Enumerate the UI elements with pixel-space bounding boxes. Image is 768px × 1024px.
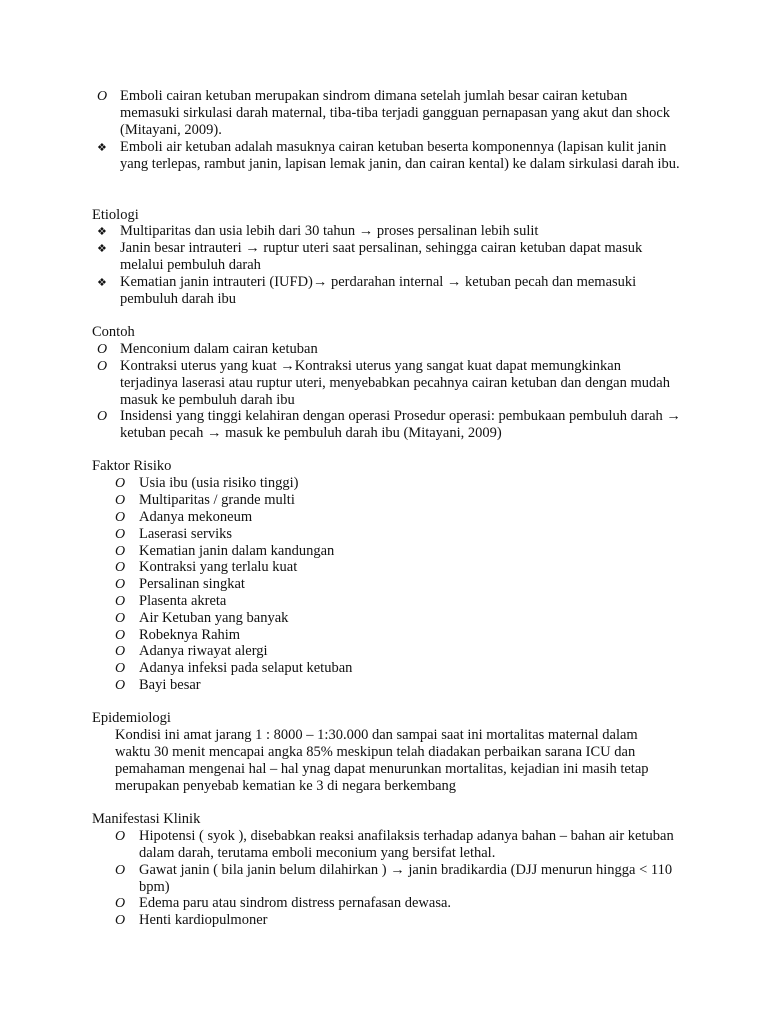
list-item-text: Insidensi yang tinggi kelahiran dengan operasi Prosedur operasi: pembukaan pembuluh darah → ketuban pecah → masuk ke pembuluh darah ibu (Mitayani, 2009) [120,408,681,441]
bullet-o-icon: O [97,359,108,374]
bullet-o-icon: O [115,896,126,911]
list-item-text: Usia ibu (usia risiko tinggi) [139,475,299,491]
list-item [115,660,675,677]
list-item-text: Gawat janin ( bila janin belum dilahirkan ) → janin bradikardia (DJJ menurun hingga < 110 bpm) [139,862,673,895]
list-item [115,677,675,694]
list-item [115,862,675,896]
bullet-o-icon: O [115,510,126,525]
bullet-o-icon: O [115,527,126,542]
list-item-text: Emboli air ketuban adalah masuknya cairan ketuban beserta komponennya (lapisan kulit janin yang terlepas, rambut janin, lapisan lemak janin, dan cairan kental) ke dalam sirkulasi darah ibu. [120,139,680,172]
list-item [97,358,682,409]
list-item [115,643,675,660]
list-item-text: Kematian janin dalam kandungan [139,543,335,559]
bullet-o-icon: O [115,829,126,844]
list-item [97,274,682,308]
list-item-text: Henti kardiopulmoner [139,912,268,928]
list-item-text: Adanya mekoneum [139,509,253,525]
list-item-text: Multiparitas / grande multi [139,492,295,508]
list-item-text: Kontraksi uterus yang kuat →Kontraksi uterus yang sangat kuat dapat memungkinkan terjadinya laserasi atau ruptur uteri, menyebabkan pecahnya cairan ketuban dan dengan mudah masuk ke pembuluh darah ibu [120,358,670,408]
list-item [115,627,675,644]
list-item [115,912,675,929]
list-item-text: Edema paru atau sindrom distress pernafasan dewasa. [139,895,452,911]
bullet-o-icon: O [97,89,108,104]
section-heading-epidemiologi: Epidemiologi [92,710,171,726]
bullet-o-icon: O [115,628,126,643]
list-item [115,576,675,593]
list-item [115,828,675,862]
list-item-text: Air Ketuban yang banyak [139,610,289,626]
list-item-text: Plasenta akreta [139,593,227,609]
bullet-o-icon: O [97,342,108,357]
bullet-o-icon: O [115,544,126,559]
bullet-o-icon: O [115,863,126,878]
list-item-text: Kematian janin intrauteri (IUFD)→ perdarahan internal → ketuban pecah dan memasuki pembuluh darah ibu [120,274,637,307]
bullet-o-icon: O [115,560,126,575]
list-item [115,610,675,627]
list-item-text: Menconium dalam cairan ketuban [120,341,318,357]
section-heading-faktor-risiko: Faktor Risiko [92,458,172,474]
list-item [115,543,675,560]
section-heading-manifestasi-klinik: Manifestasi Klinik [92,811,201,827]
bullet-o-icon: O [115,594,126,609]
list-item [115,559,675,576]
list-item-text: Adanya infeksi pada selaput ketuban [139,660,353,676]
list-item-text: Laserasi serviks [139,526,233,542]
list-item-text: Persalinan singkat [139,576,245,592]
bullet-o-icon: O [115,678,126,693]
bullet-o-icon: O [115,476,126,491]
list-item [115,475,675,492]
epidemiologi-paragraph: Kondisi ini amat jarang 1 : 8000 – 1:30.000 dan sampai saat ini mortalitas maternal dalam waktu 30 menit mencapai angka 85% meskipun telah diadakan perbaikan sarana ICU dan pemahaman mengenai hal – hal ynag dapat menurunkan mortalitas, kejadian ini masih tetap merupakan penyebab kematian ke 3 di negara berkembang [115,727,649,794]
list-item-text: Kontraksi yang terlalu kuat [139,559,298,575]
list-item [115,509,675,526]
list-item [115,492,675,509]
bullet-o-icon: O [115,493,126,508]
bullet-diamond-icon: ❖ [97,226,107,238]
list-item [97,88,682,139]
bullet-o-icon: O [115,661,126,676]
list-item [97,240,682,274]
section-heading-contoh: Contoh [92,324,135,340]
bullet-o-icon: O [115,913,126,928]
list-item [115,593,675,610]
list-item-text: Bayi besar [139,677,201,693]
bullet-diamond-icon: ❖ [97,142,107,154]
bullet-o-icon: O [115,611,126,626]
list-item [97,223,682,240]
list-item-text: Adanya riwayat alergi [139,643,268,659]
list-item-text: Multiparitas dan usia lebih dari 30 tahun → proses persalinan lebih sulit [120,223,539,239]
list-item-text: Janin besar intrauteri → ruptur uteri saat persalinan, sehingga cairan ketuban dapat masuk melalui pembuluh darah [120,240,643,273]
list-item [115,895,675,912]
list-item [97,139,682,173]
bullet-o-icon: O [115,577,126,592]
bullet-o-icon: O [97,409,108,424]
list-item [97,408,682,442]
list-item-text: Emboli cairan ketuban merupakan sindrom dimana setelah jumlah besar cairan ketuban memasuki sirkulasi darah maternal, tiba-tiba terjadi gangguan pernapasan yang akut dan shock (Mitayani, 2009). [120,88,671,138]
section-heading-etiologi: Etiologi [92,207,139,223]
bullet-diamond-icon: ❖ [97,243,107,255]
bullet-diamond-icon: ❖ [97,277,107,289]
list-item-text: Robeknya Rahim [139,627,241,643]
list-item [115,526,675,543]
bullet-o-icon: O [115,644,126,659]
list-item [97,341,682,358]
list-item-text: Hipotensi ( syok ), disebabkan reaksi anafilaksis terhadap adanya bahan – bahan air ketuban dalam darah, terutama emboli meconium yang bersifat lethal. [139,828,674,861]
